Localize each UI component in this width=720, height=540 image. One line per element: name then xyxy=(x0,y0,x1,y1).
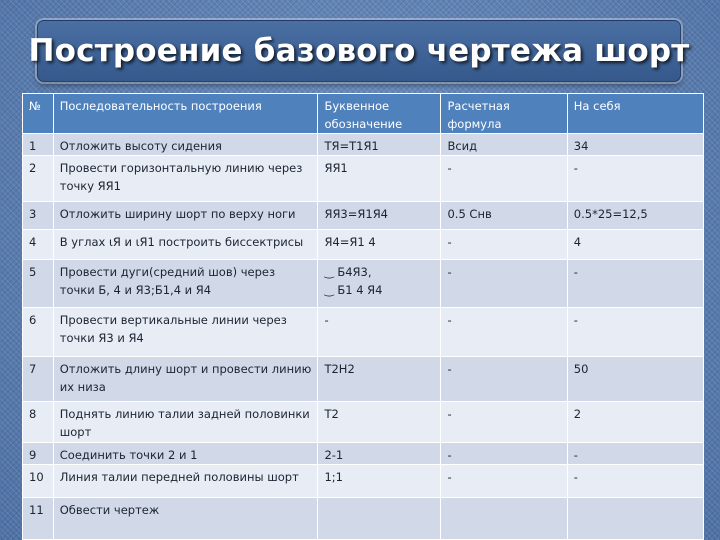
table-row xyxy=(23,156,704,202)
cell-step: Поднять линию талии задней половинки шорт xyxy=(53,402,318,443)
cell-num: 3 xyxy=(23,202,54,230)
table-row xyxy=(23,260,704,308)
cell-formula: - xyxy=(441,402,567,443)
table-row xyxy=(23,443,704,465)
cell-letter: Т2Н2 xyxy=(318,357,441,402)
cell-letter: Я4=Я1 4 xyxy=(318,229,441,260)
cell-letter: 2-1 xyxy=(318,443,441,465)
table-row xyxy=(23,202,704,230)
cell-num: 8 xyxy=(23,402,54,443)
cell-self: 50 xyxy=(567,357,703,402)
table-row xyxy=(23,498,704,540)
cell-letter: - xyxy=(318,308,441,357)
cell-step: Провести горизонтальную линию через точку ЯЯ1 xyxy=(53,156,318,202)
cell-self: 34 xyxy=(567,134,703,156)
cell-formula: Всид xyxy=(441,134,567,156)
cell-step: Соединить точки 2 и 1 xyxy=(53,443,318,465)
header-step: Последовательность построения xyxy=(53,94,318,134)
table-row xyxy=(23,308,704,357)
cell-step: Отложить длину шорт и провести линию их низа xyxy=(53,357,318,402)
header-letter: Буквенное обозначение xyxy=(318,94,441,134)
cell-letter: 1;1 xyxy=(318,465,441,498)
cell-num: 11 xyxy=(23,498,54,540)
cell-formula: - xyxy=(441,465,567,498)
cell-num: 7 xyxy=(23,357,54,402)
cell-step: Отложить высоту сидения xyxy=(53,134,318,156)
cell-formula: - xyxy=(441,156,567,202)
cell-letter: ТЯ=Т1Я1 xyxy=(318,134,441,156)
table-row xyxy=(23,134,704,156)
cell-self: - xyxy=(567,443,703,465)
cell-self: 4 xyxy=(567,229,703,260)
cell-num: 5 xyxy=(23,260,54,308)
cell-formula: 0.5 Снв xyxy=(441,202,567,230)
cell-num: 4 xyxy=(23,229,54,260)
cell-num: 9 xyxy=(23,443,54,465)
cell-letter: ЯЯ1 xyxy=(318,156,441,202)
cell-letter: ЯЯ3=Я1Я4 xyxy=(318,202,441,230)
header-num: № xyxy=(23,94,54,134)
cell-num: 10 xyxy=(23,465,54,498)
page-title: Построение базового чертежа шорт xyxy=(28,33,690,69)
cell-self: 0.5*25=12,5 xyxy=(567,202,703,230)
title-banner xyxy=(28,20,690,82)
table-row xyxy=(23,229,704,260)
cell-formula: - xyxy=(441,357,567,402)
cell-num: 1 xyxy=(23,134,54,156)
cell-self xyxy=(567,498,703,540)
table-row xyxy=(23,357,704,402)
cell-num: 6 xyxy=(23,308,54,357)
cell-formula: - xyxy=(441,229,567,260)
cell-formula xyxy=(441,498,567,540)
table-row xyxy=(23,465,704,498)
cell-formula: - xyxy=(441,443,567,465)
table-row xyxy=(23,402,704,443)
cell-step: Провести дуги(средний шов) через точки Б, 4 и Я3;Б1,4 и Я4 xyxy=(53,260,318,308)
cell-letter: ‿ Б4Я3, ‿ Б1 4 Я4 xyxy=(318,260,441,308)
header-self: На себя xyxy=(567,94,703,134)
cell-self: - xyxy=(567,156,703,202)
cell-formula: - xyxy=(441,260,567,308)
cell-step: Провести вертикальные линии через точки Я3 и Я4 xyxy=(53,308,318,357)
cell-num: 2 xyxy=(23,156,54,202)
cell-step: Обвести чертеж xyxy=(53,498,318,540)
cell-formula: - xyxy=(441,308,567,357)
cell-self: 2 xyxy=(567,402,703,443)
cell-step: Отложить ширину шорт по верху ноги xyxy=(53,202,318,230)
cell-step: Линия талии передней половины шорт xyxy=(53,465,318,498)
cell-letter: Т2 xyxy=(318,402,441,443)
cell-self: - xyxy=(567,465,703,498)
table-header-row xyxy=(23,94,704,134)
cell-self: - xyxy=(567,308,703,357)
cell-step: В углах ιЯ и ιЯ1 построить биссектрисы xyxy=(53,229,318,260)
header-formula: Расчетная формула xyxy=(441,94,567,134)
cell-self: - xyxy=(567,260,703,308)
construction-table xyxy=(22,93,704,540)
cell-letter xyxy=(318,498,441,540)
